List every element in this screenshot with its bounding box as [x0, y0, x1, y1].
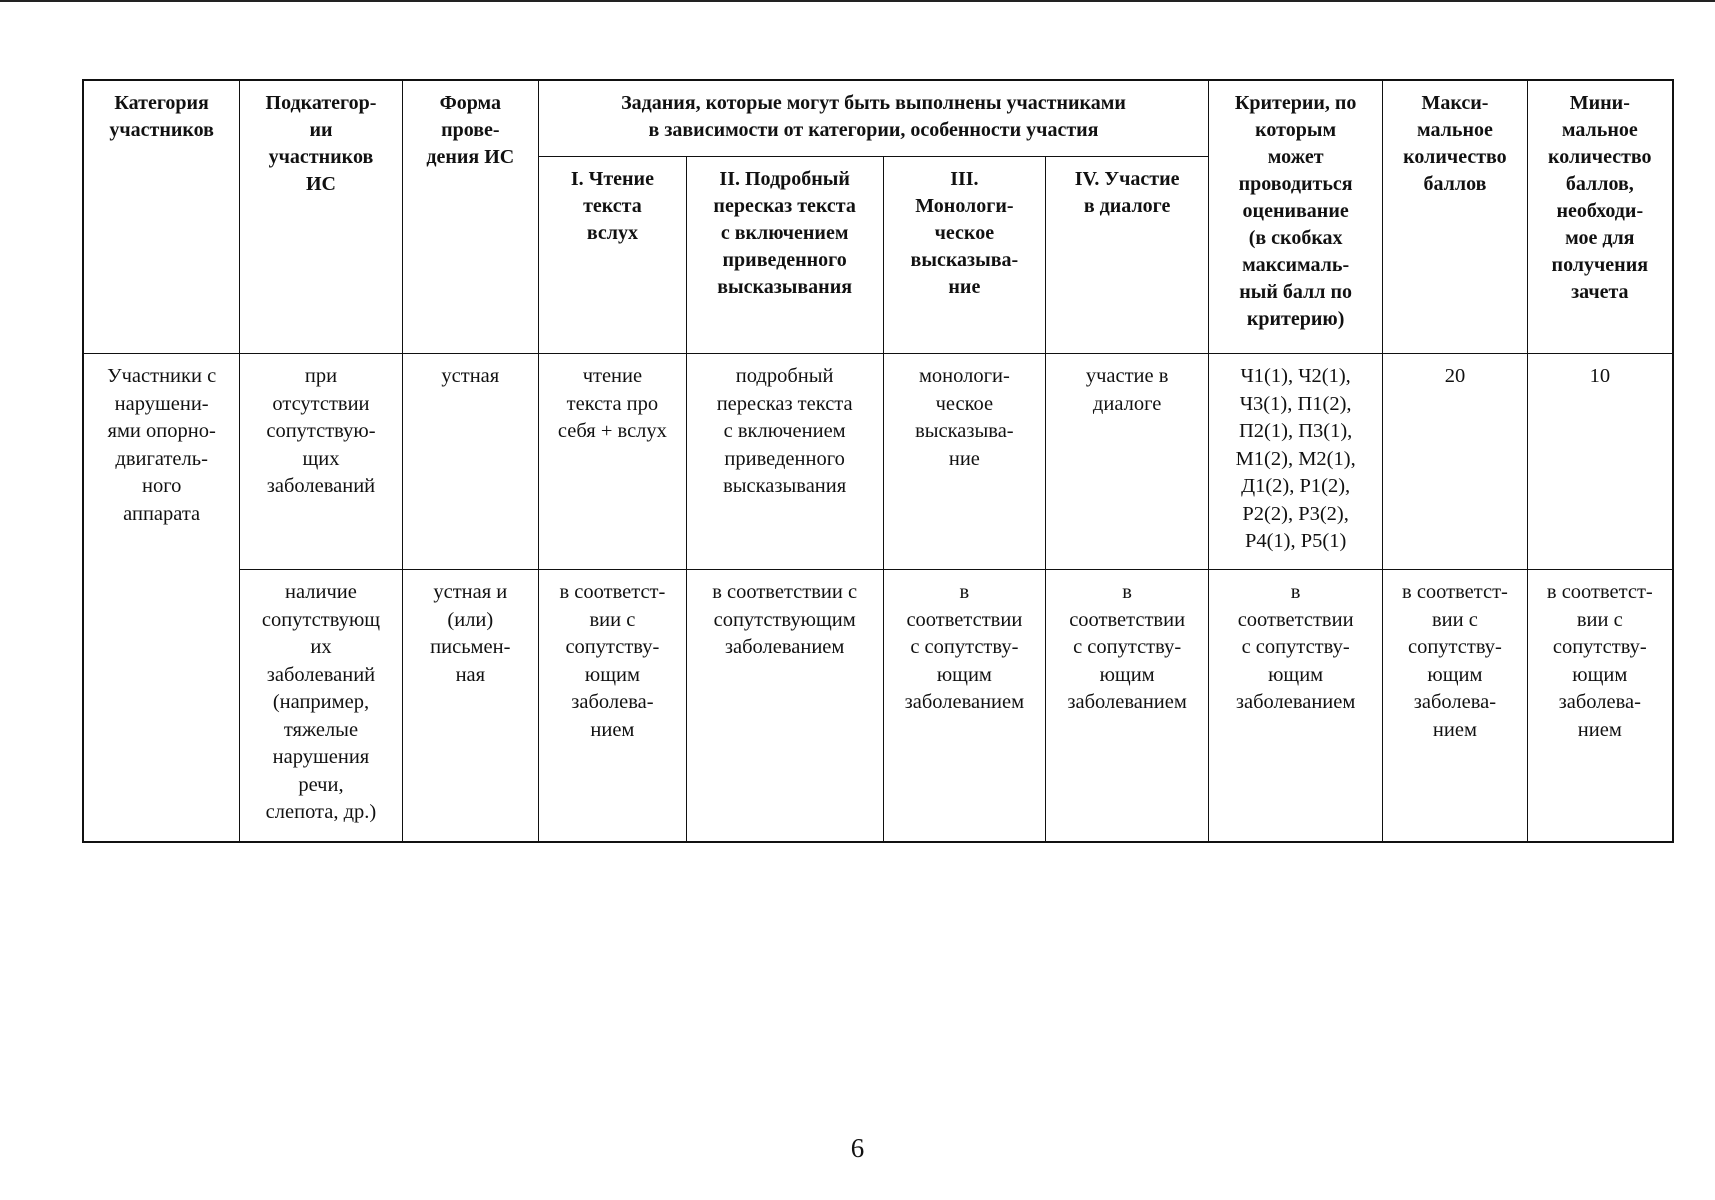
row2-form-cell: устная и (или) письмен- ная	[430, 581, 511, 686]
header-min-points: Мини- мальное количество баллов, необходи- мое для получения зачета	[1528, 81, 1672, 354]
row1-form-cell: устная	[403, 354, 538, 570]
top-border-line	[0, 0, 1715, 2]
row2-criteria-cell: в соответствии с сопутству- ющим заболеванием	[1235, 581, 1356, 713]
row1-criteria-cell: Ч1(1), Ч2(1), Ч3(1), П1(2), П2(1), П3(1), М1(2), М2(1), Д1(2), Р1(2), Р2(2), Р3(2), Р4(1), Р5(1)	[1209, 354, 1382, 570]
column-subcategory	[240, 81, 402, 841]
header-tasks-group: Задания, которые могут быть выполнены участниками в зависимости от категории, особенности участия	[539, 81, 1208, 157]
row2-min-points-cell: в соответст- вии с сопутству- ющим заболева- нием	[1546, 581, 1653, 741]
header-task-retelling: II. Подробный пересказ текста с включением приведенного высказывания	[687, 157, 884, 353]
row1-task-reading-cell: чтение текста про себя + вслух	[539, 354, 687, 569]
header-form: Форма прове- дения ИС	[403, 81, 538, 354]
row1-subcategory-cell: при отсутствии сопутствую- щих заболеваний	[240, 354, 401, 570]
row2-task-monologue-cell: в соответствии с сопутству- ющим заболеванием	[884, 570, 1047, 841]
page-number: 6	[850, 1133, 865, 1163]
tasks-subheader-row	[539, 157, 1208, 354]
assessment-table	[82, 79, 1674, 843]
row2-subcategory-cell: наличие сопутствующ их заболеваний (например, тяжелые нарушения речи, слепота, др.)	[261, 581, 381, 823]
header-task-dialogue: IV. Участие в диалоге	[1074, 168, 1180, 217]
column-max-points	[1383, 81, 1527, 841]
column-category	[84, 81, 240, 841]
header-task-monologue: III. Монологи- ческое высказыва- ние	[884, 157, 1047, 353]
row1-task-dialogue-cell: участие в диалоге	[1085, 365, 1169, 415]
row2-task-dialogue-cell: в соответствии с сопутству- ющим заболеванием	[1067, 581, 1187, 713]
column-group-tasks	[539, 81, 1209, 841]
header-max-points: Макси- мальное количество баллов	[1383, 81, 1526, 354]
column-form	[403, 81, 539, 841]
header-subcategory: Подкатегор- ии участников ИС	[240, 81, 401, 354]
tasks-row1	[539, 354, 1208, 570]
row1-task-retelling-cell: подробный пересказ текста с включением приведенного высказывания	[687, 354, 884, 569]
column-min-points	[1528, 81, 1672, 841]
row1-min-points-cell: 10	[1528, 354, 1672, 570]
row2-task-reading-cell: в соответст- вии с сопутству- ющим заболева- нием	[539, 570, 687, 841]
tasks-row2	[539, 570, 1208, 841]
row2-task-retelling-cell: в соответствии с сопутствующим заболеванием	[687, 570, 884, 841]
row1-task-monologue-cell: монологи- ческое высказыва- ние	[884, 354, 1047, 569]
header-category: Категория участников	[84, 81, 239, 354]
category-cell: Участники с нарушени- ями опорно- двигатель- ного аппарата	[107, 365, 217, 525]
row1-max-points-cell: 20	[1383, 354, 1526, 570]
column-criteria	[1209, 81, 1383, 841]
header-task-reading: I. Чтение текста вслух	[539, 157, 687, 353]
header-criteria: Критерии, по которым может проводиться оценивание (в скобках максималь- ный балл по критерию)	[1209, 81, 1382, 354]
tasks-group-body	[539, 157, 1208, 841]
row2-max-points-cell: в соответст- вии с сопутству- ющим заболева- нием	[1402, 581, 1508, 741]
